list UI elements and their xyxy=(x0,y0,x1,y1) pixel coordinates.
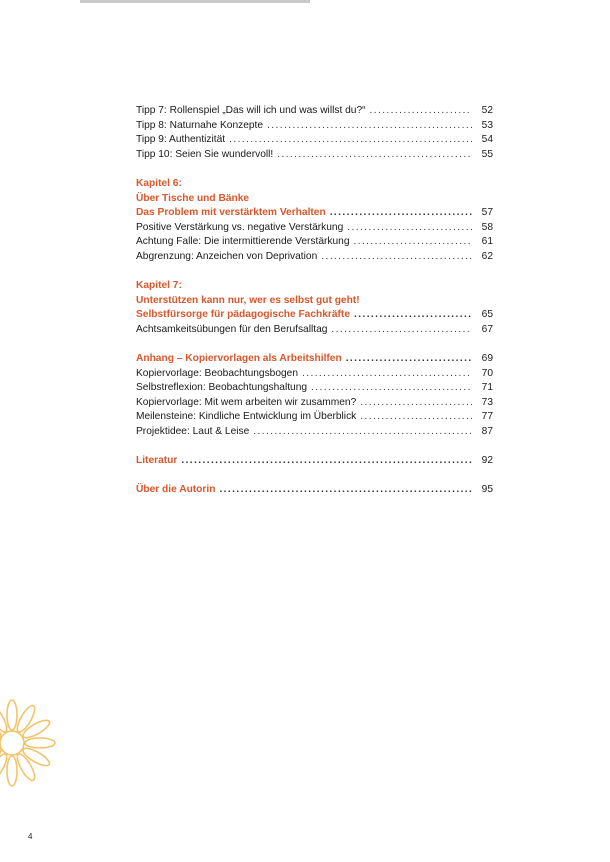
toc-entry[interactable] xyxy=(136,367,493,382)
toc-entry[interactable] xyxy=(136,308,493,323)
toc-entry-page: 70 xyxy=(481,367,493,379)
toc-entry-title: Über die Autorin xyxy=(136,484,216,496)
toc-entry-title: Tipp 7: Rollenspiel „Das will ich und was willst du?“ xyxy=(136,105,366,116)
toc-entry[interactable] xyxy=(136,250,493,265)
toc-entry-title: Kopiervorlage: Mit wem arbeiten wir zusammen? xyxy=(136,396,357,408)
chapter-heading xyxy=(136,279,493,294)
dot-leader xyxy=(354,308,472,323)
toc-entry-page: 69 xyxy=(481,353,493,365)
toc-entry-page: 58 xyxy=(481,221,493,233)
chapter-heading-text: Unterstützen kann nur, wer es selbst gut geht! xyxy=(136,294,360,306)
table-of-contents xyxy=(136,104,493,498)
toc-entry-page: 65 xyxy=(481,309,493,321)
toc-entry-title: Abgrenzung: Anzeichen von Deprivation xyxy=(136,250,318,262)
toc-entry[interactable] xyxy=(136,119,493,134)
toc-entry-title: Achtsamkeitsübungen für den Berufsalltag xyxy=(136,323,328,335)
page-number: 4 xyxy=(28,832,33,841)
dot-leader xyxy=(253,425,472,440)
section-gap xyxy=(136,265,493,280)
toc-entry-page: 55 xyxy=(481,148,493,160)
toc-entry-title: Selbstfürsorge für pädagogische Fachkräfte xyxy=(136,309,350,321)
flower-petal xyxy=(7,756,17,786)
section-gap xyxy=(136,338,493,353)
chapter-heading-text: Kapitel 7: xyxy=(136,280,182,292)
toc-entry-page: 87 xyxy=(481,426,493,438)
toc-entry[interactable] xyxy=(136,381,493,396)
toc-entry-page: 62 xyxy=(481,250,493,262)
dot-leader xyxy=(346,352,472,367)
dot-leader xyxy=(181,454,472,469)
dot-leader xyxy=(219,483,472,498)
toc-entry-page: 52 xyxy=(481,105,493,116)
toc-entry-title: Tipp 8: Naturnahe Konzepte xyxy=(136,119,264,131)
toc-entry-page: 73 xyxy=(481,396,493,408)
chapter-heading-text: Über Tische und Bänke xyxy=(136,192,250,204)
toc-entry[interactable] xyxy=(136,352,493,367)
dot-leader xyxy=(347,221,472,236)
chapter-heading xyxy=(136,192,493,207)
toc-entry[interactable] xyxy=(136,323,493,338)
toc-entry-title: Selbstreflexion: Beobachtungshaltung xyxy=(136,382,308,394)
dot-leader xyxy=(353,235,472,250)
toc-entry-title: Tipp 9: Authentizität xyxy=(136,134,226,146)
chapter-heading xyxy=(136,177,493,192)
toc-entry-page: 92 xyxy=(481,455,493,467)
section-gap xyxy=(136,162,493,177)
toc-entry-title: Positive Verstärkung vs. negative Verstärkung xyxy=(136,221,344,233)
toc-entry[interactable] xyxy=(136,235,493,250)
dot-leader xyxy=(331,323,472,338)
toc-entry-page: 77 xyxy=(481,411,493,423)
toc-entry-title: Das Problem mit verstärktem Verhalten xyxy=(136,207,326,219)
dot-leader xyxy=(311,381,472,396)
toc-entry[interactable] xyxy=(136,396,493,411)
toc-entry[interactable] xyxy=(136,454,493,469)
toc-entry[interactable] xyxy=(136,206,493,221)
daisy-flower-icon xyxy=(0,688,80,798)
toc-entry-page: 71 xyxy=(481,382,493,394)
toc-entry-title: Anhang – Kopiervorlagen als Arbeitshilfen xyxy=(136,353,342,365)
top-rule xyxy=(80,0,310,3)
dot-leader xyxy=(267,119,472,134)
toc-entry-title: Meilensteine: Kindliche Entwicklung im Überblick xyxy=(136,411,357,423)
dot-leader xyxy=(330,206,472,221)
dot-leader xyxy=(229,133,472,148)
dot-leader xyxy=(370,104,473,119)
flower-petal xyxy=(25,738,55,748)
dot-leader xyxy=(360,396,472,411)
dot-leader xyxy=(277,148,472,163)
toc-entry[interactable] xyxy=(136,425,493,440)
toc-entry-title: Literatur xyxy=(136,455,178,467)
chapter-heading xyxy=(136,294,493,309)
dot-leader xyxy=(321,250,472,265)
chapter-heading-text: Kapitel 6: xyxy=(136,177,182,189)
toc-entry[interactable] xyxy=(136,148,493,163)
toc-entry-page: 54 xyxy=(481,134,493,146)
toc-entry-title: Projektidee: Laut & Leise xyxy=(136,426,250,438)
toc-entry[interactable] xyxy=(136,104,493,119)
toc-entry[interactable] xyxy=(136,483,493,498)
dot-leader xyxy=(302,367,472,382)
toc-entry-page: 61 xyxy=(481,236,493,248)
section-gap xyxy=(136,469,493,484)
toc-entry-title: Tipp 10: Seien Sie wundervoll! xyxy=(136,148,274,160)
toc-entry-title: Kopiervorlage: Beobachtungsbogen xyxy=(136,367,298,379)
toc-entry-page: 67 xyxy=(481,323,493,335)
toc-entry-title: Achtung Falle: Die intermittierende Verstärkung xyxy=(136,236,350,248)
toc-entry-page: 57 xyxy=(481,207,493,219)
flower-petal xyxy=(7,700,17,730)
section-gap xyxy=(136,440,493,455)
toc-entry[interactable] xyxy=(136,221,493,236)
toc-entry-page: 53 xyxy=(481,119,493,131)
toc-entry[interactable] xyxy=(136,410,493,425)
toc-entry[interactable] xyxy=(136,133,493,148)
toc-entry-page: 95 xyxy=(481,484,493,496)
dot-leader xyxy=(360,410,472,425)
